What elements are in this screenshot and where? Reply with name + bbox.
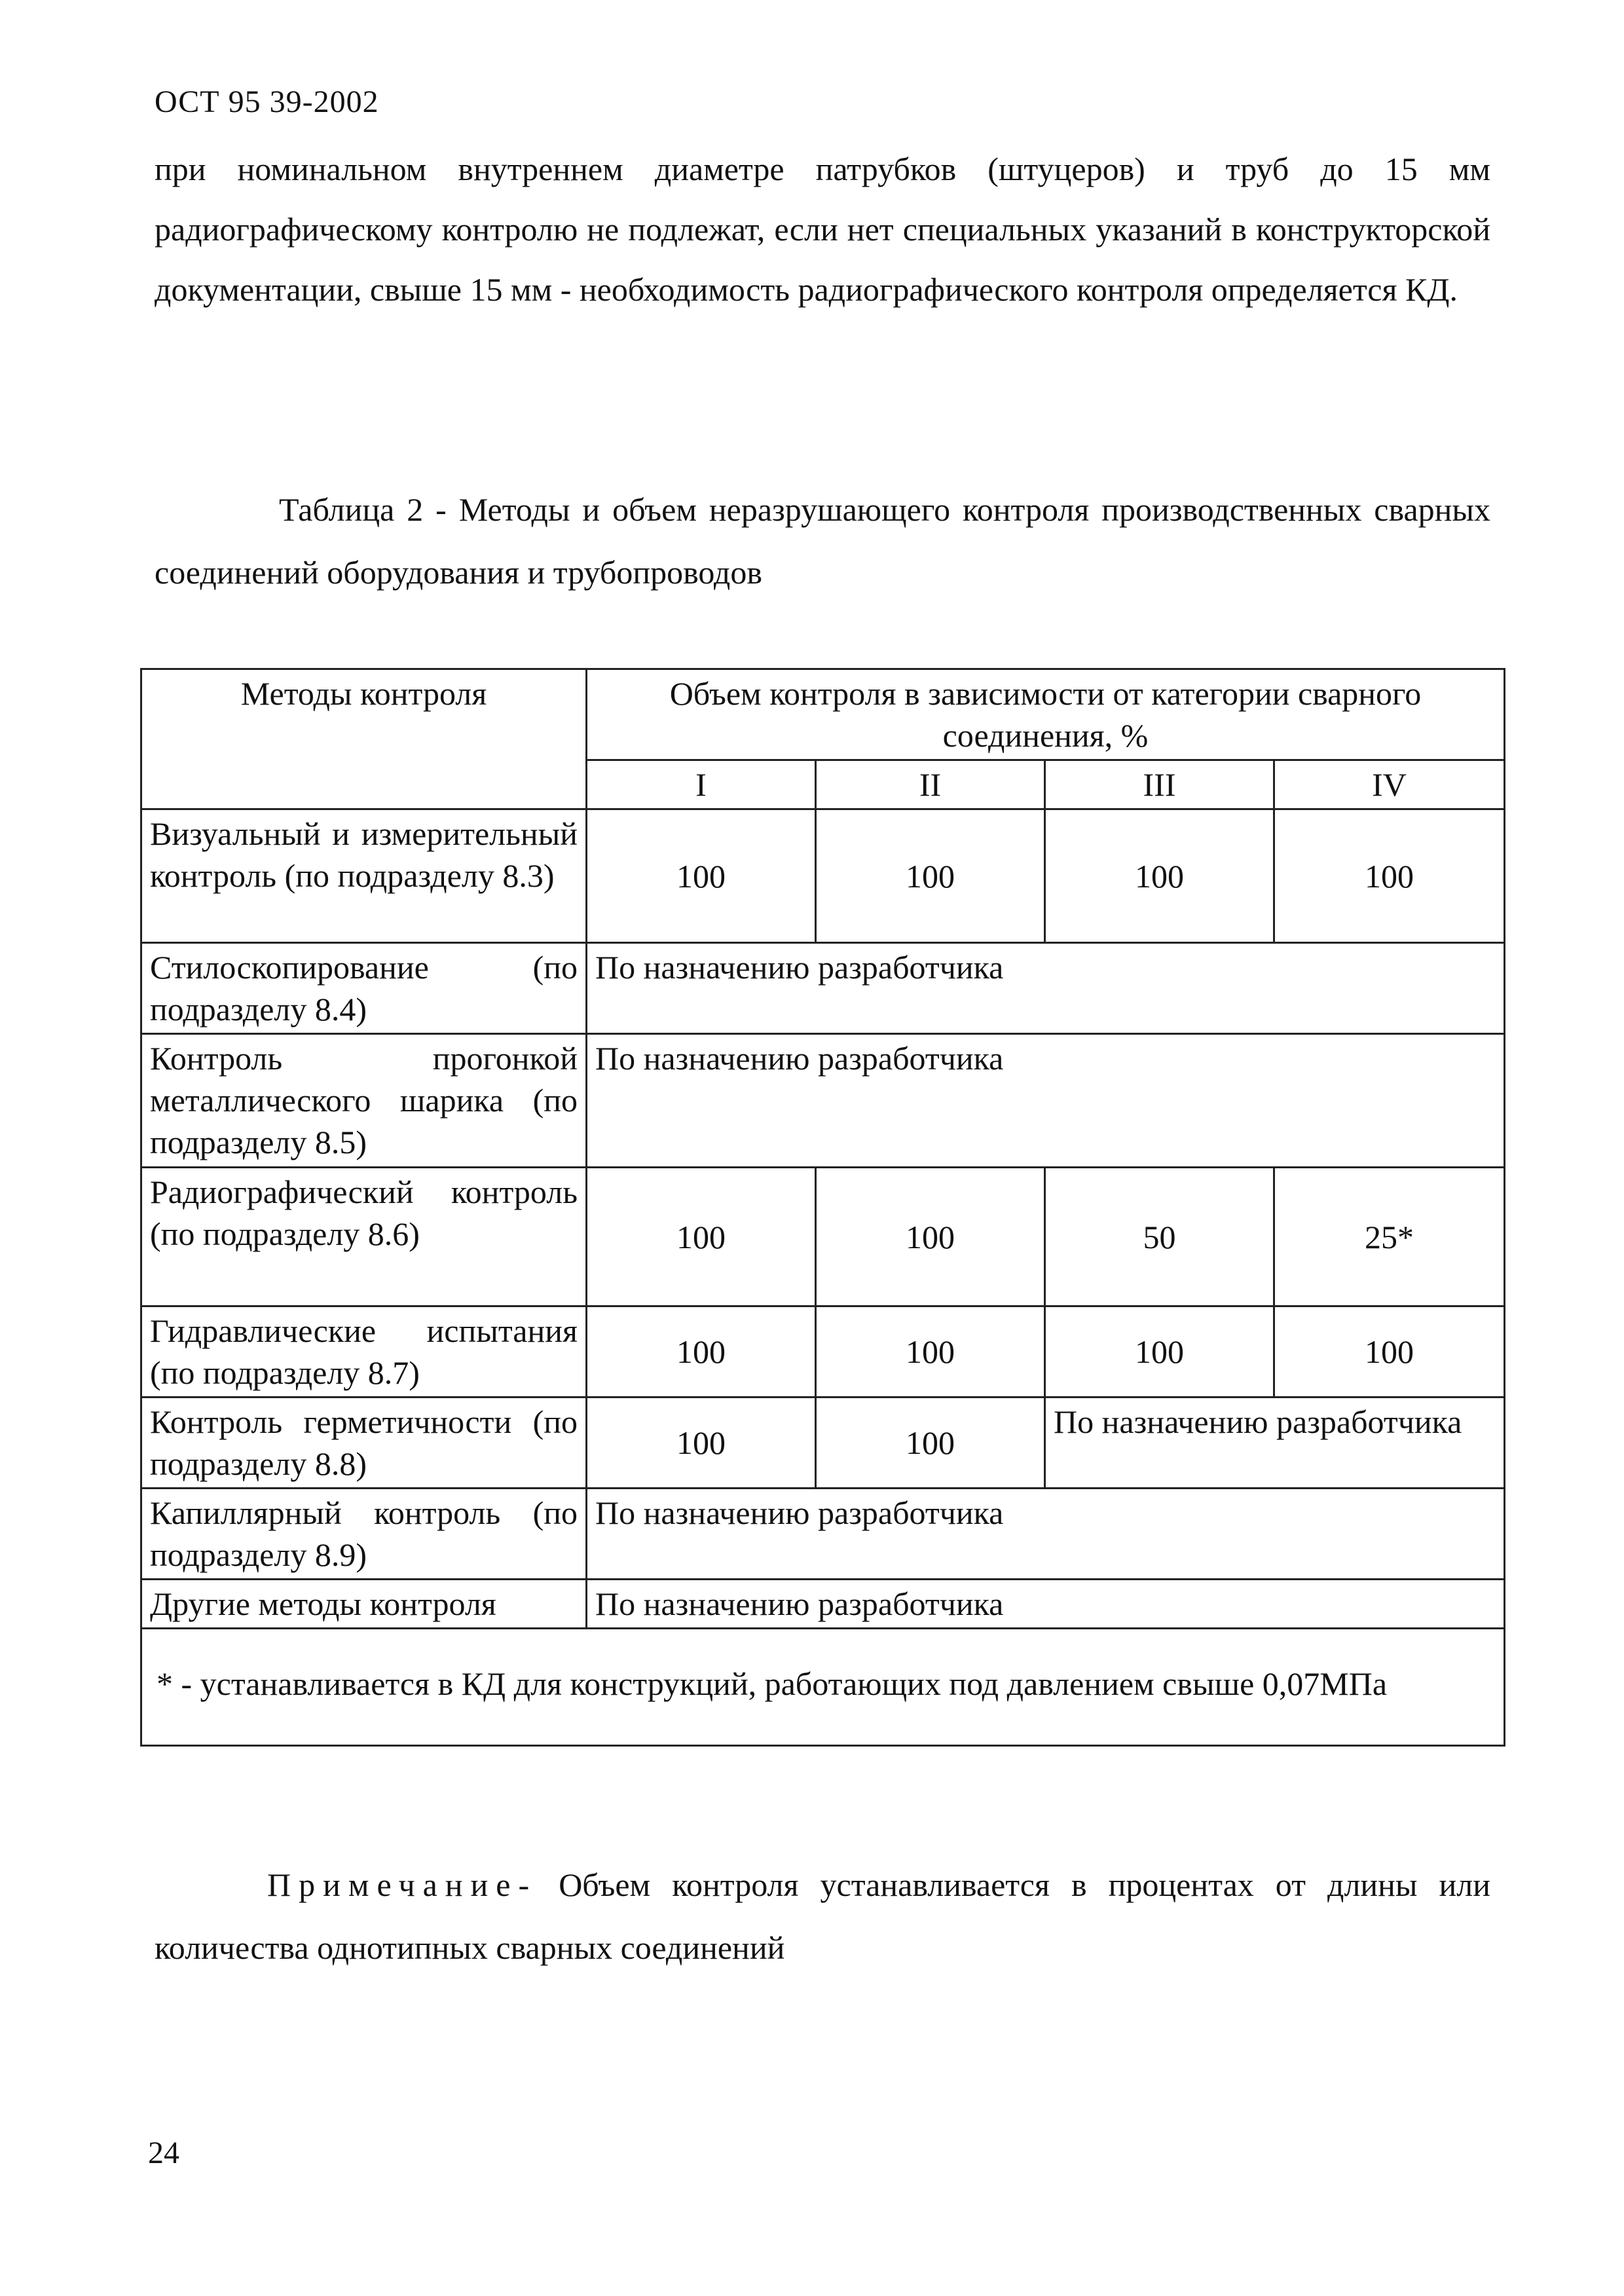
- volume-by-developer: По назначению разработчика: [587, 1489, 1505, 1580]
- document-code: ОСТ 95 39-2002: [155, 84, 379, 119]
- volume-value: 100: [587, 809, 816, 943]
- intro-paragraph: при номинальном внутреннем диаметре патрубков (штуцеров) и труб до 15 мм радиографическому контролю не подлежат, если нет специальных указаний в конструкторской документации, свыше 15 мм - необходимость радиографического контроля определяется КД.: [155, 151, 1490, 308]
- note-paragraph: [155, 1853, 1490, 1979]
- method-column-header: Методы контроля: [141, 669, 587, 809]
- table-row: [141, 1398, 1505, 1489]
- table-row: [141, 809, 1505, 943]
- method-name: Другие методы контроля: [141, 1580, 587, 1629]
- volume-value: 100: [587, 1398, 816, 1489]
- volume-value: 100: [1274, 1306, 1505, 1398]
- volume-value: 100: [816, 809, 1045, 943]
- method-name: Контроль прогонкой металлического шарика (по подразделу 8.5): [141, 1034, 587, 1168]
- method-name: Гидравлические испытания (по подразделу 8.7): [141, 1306, 587, 1398]
- methods-table: [140, 668, 1505, 1747]
- volume-by-developer: По назначению разработчика: [1045, 1398, 1505, 1489]
- table-caption: Таблица 2 - Методы и объем неразрушающего контроля производственных сварных соединений оборудования и трубопроводов: [155, 491, 1490, 591]
- category-header: II: [816, 760, 1045, 809]
- volume-value: 100: [587, 1306, 816, 1398]
- volume-value: 100: [816, 1398, 1045, 1489]
- method-name: Стилоскопирование (по подразделу 8.4): [141, 943, 587, 1034]
- volume-value: 100: [587, 1168, 816, 1306]
- volume-value: 100: [1045, 1306, 1274, 1398]
- category-header: I: [587, 760, 816, 809]
- table-row: [141, 1168, 1505, 1306]
- table-row: [141, 1306, 1505, 1398]
- volume-by-developer: По назначению разработчика: [587, 943, 1505, 1034]
- volume-value: 50: [1045, 1168, 1274, 1306]
- method-name: Капиллярный контроль (по подразделу 8.9): [141, 1489, 587, 1580]
- volume-value: 100: [1274, 809, 1505, 943]
- table-row: [141, 943, 1505, 1034]
- page-number: 24: [148, 2136, 179, 2170]
- table-row: [141, 1034, 1505, 1168]
- table-row: [141, 1580, 1505, 1629]
- volume-value: 100: [816, 1306, 1045, 1398]
- method-name: Контроль герметичности (по подразделу 8.8): [141, 1398, 587, 1489]
- table-footnote: * - устанавливается в КД для конструкций, работающих под давлением свыше 0,07МПа: [141, 1629, 1505, 1746]
- note-label: Примечание-: [267, 1866, 538, 1903]
- volume-by-developer: По назначению разработчика: [587, 1580, 1505, 1629]
- category-header: IV: [1274, 760, 1505, 809]
- method-name: Радиографический контроль (по подразделу 8.6): [141, 1168, 587, 1306]
- method-name: Визуальный и измерительный контроль (по подразделу 8.3): [141, 809, 587, 943]
- volume-value: 100: [1045, 809, 1274, 943]
- volume-value: 25*: [1274, 1168, 1505, 1306]
- volume-column-header: Объем контроля в зависимости от категории сварного соединения, %: [587, 669, 1505, 760]
- category-header: III: [1045, 760, 1274, 809]
- volume-by-developer: По назначению разработчика: [587, 1034, 1505, 1168]
- footnote-row: [141, 1629, 1505, 1746]
- volume-value: 100: [816, 1168, 1045, 1306]
- table-row: [141, 1489, 1505, 1580]
- table-header-row: [141, 669, 1505, 760]
- note-text: Объем контроля устанавливается в процентах от длины или количества однотипных сварных соединений: [155, 1866, 1491, 1966]
